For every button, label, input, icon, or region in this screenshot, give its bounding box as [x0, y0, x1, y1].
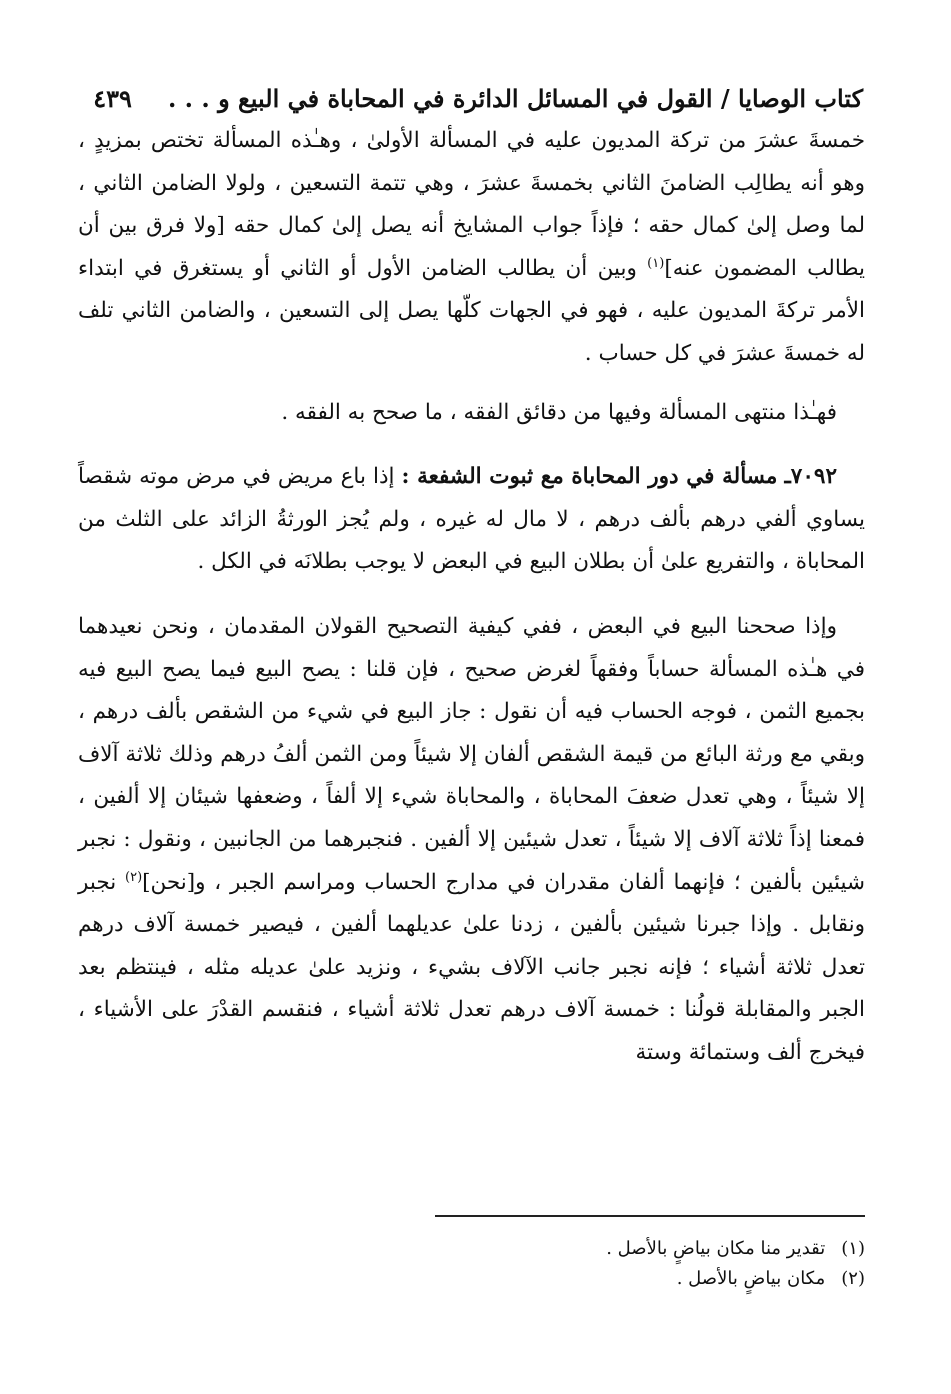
- issue-title: مسألة في دور المحاباة مع ثبوت الشفعة :: [401, 464, 778, 490]
- footnote-separator: [435, 1215, 865, 1217]
- issue-number: ٧٠٩٢ـ: [784, 464, 837, 490]
- header-title: كتاب الوصايا / القول في المسائل الدائرة في المحاباة في البيع و . . .: [167, 83, 863, 113]
- paragraph-4-text-a: وإذا صححنا البيع في البعض ، ففي كيفية التصحيح القولان المقدمان ، ونحن نعيدهما في هـٰذه المسألة حساباً وفقهاً لغرض صحيح ، فإن قلنا : يصح البيع فيما يصح البيع فيه بجميع الثمن ، فوجه الحساب فيه أن نقول : جاز البيع في شيء من الشقص بألف درهم ، وبقي مع ورثة البائع من قيمة الشقص ألفان إلا شيئاً ومن الثمن ألفُ درهم وذلك ثلاثة آلاف إلا شيئاً ، وهي تعدل ضعفَ المحاباة ، والمحاباة شيء إلا ألفاً ، وضعفها شيئان إلا ألفين ، فمعنا إذاً ثلاثة آلاف إلا شيئاً ، تعدل شيئين إلا ألفين . فنجبرهما من الجانبين ، ونقول : نجبر شيئين بألفين ؛ فإنهما ألفان مقدران في مدارج الحساب ومراسم الجبر ، و[نحن]: [78, 613, 865, 895]
- footnote-number: (٢): [841, 1268, 865, 1289]
- footnote-1: [265, 1234, 865, 1264]
- running-header: [95, 78, 863, 118]
- footnotes: [265, 1234, 865, 1294]
- paragraph-1-rest: وبين أن يطالب الضامن الأول أو الثاني أو يستغرق في ابتداء الأمر تركةَ المديون عليه ، فهو في الجهات كلّها يصل إلى التسعين ، والضامن الثاني تلف له خمسةَ عشرَ في كل حساب .: [78, 255, 865, 366]
- paragraph-4-text-b: نجبر ونقابل . وإذا جبرنا شيئين بألفين ، زدنا علىٰ عديلهما ألفين ، فيصير خمسة آلاف درهم تعدل ثلاثة أشياء ؛ فإنه نجبر جانب الآلاف بشيء ، ونزيد علىٰ عديله مثله ، فينتظم بعد الجبر والمقابلة قولُنا : خمسة آلاف درهم تعدل ثلاثة أشياء ، فنقسم القدْرَ على الأشياء ، فيخرج ألف وستمائة وستة: [78, 869, 865, 1065]
- paragraph-2: فهـٰذا منتهى المسألة وفيها من دقائق الفقه ، ما صحح به الفقه .: [281, 399, 837, 425]
- paragraph-1: [78, 120, 865, 376]
- footnote-ref-2: (٢): [125, 869, 143, 885]
- footnote-2: [265, 1264, 865, 1294]
- footnote-text: مكان بياضٍ بالأصل .: [676, 1268, 826, 1289]
- footnote-text: تقدير منا مكان بياضٍ بالأصل .: [606, 1238, 826, 1259]
- paragraph-1-text: خمسةَ عشرَ من تركة المديون عليه في المسألة الأولىٰ ، وهـٰذه المسألة تختص بمزيدٍ ، وهو أنه يطالِب الضامنَ الثاني بخمسةَ عشرَ ، وهي تتمة التسعين ، ولولا الضامن الثاني ، لما وصل إلىٰ كمال حقه ؛ فإذاً جواب المشايخ أنه يصل إلىٰ كمال حقه [ولا فرق بين أن يطالب المضمون عنه]: [78, 128, 865, 281]
- page-number: ٤٣٩: [93, 83, 132, 113]
- paragraph-4: [78, 606, 865, 1075]
- main-text: [78, 120, 865, 1074]
- issue-7092: [78, 456, 865, 584]
- issue-text: إذا باع مريض في مرض موته شقصاً يساوي ألفي درهم بألف درهم ، لا مال له غيره ، ولم يُجز الورثةُ الزائد على الثلث من المحاباة ، والتفريع علىٰ أن بطلان البيع في البعض لا يوجب بطلانَه في الكل .: [78, 464, 865, 575]
- footnote-number: (١): [841, 1238, 865, 1259]
- footnote-ref-1: (١): [647, 255, 665, 271]
